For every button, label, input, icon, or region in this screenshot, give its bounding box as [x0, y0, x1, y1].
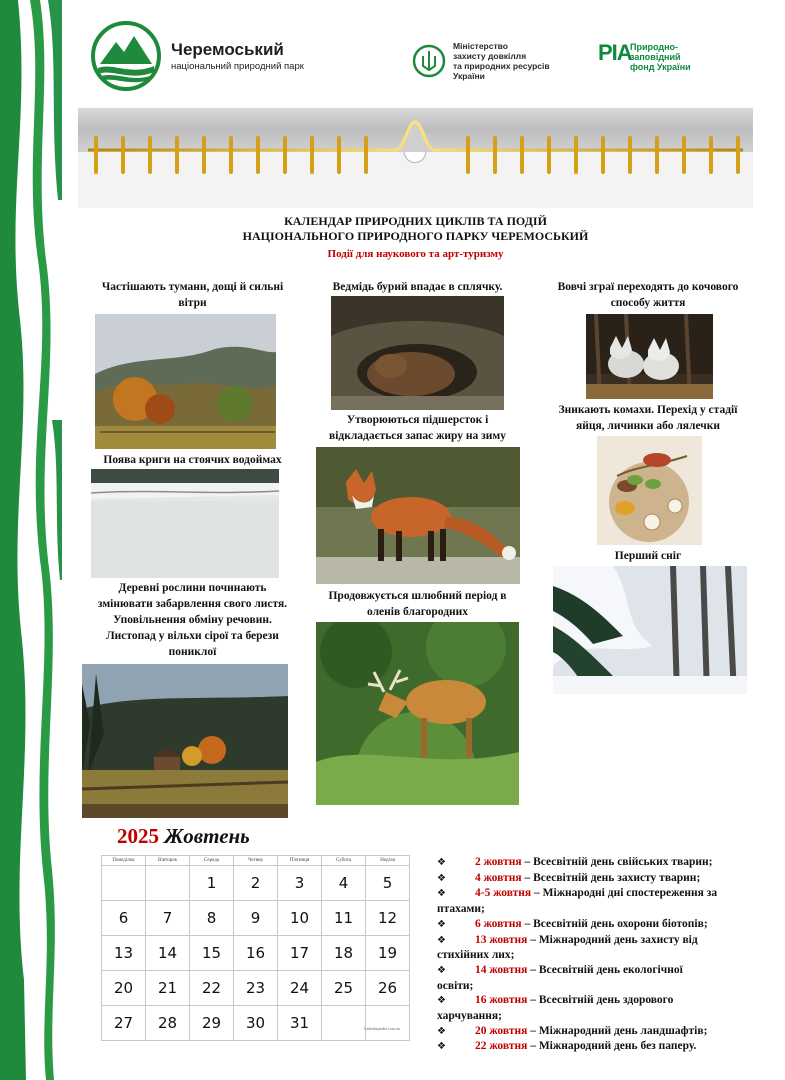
events-list — [437, 855, 767, 1055]
diamond-bullet-icon: ❖ — [437, 888, 446, 900]
park-name: Черемоський — [171, 40, 284, 59]
calendar-month: Жовтень — [164, 824, 250, 848]
calendar-footnote: Calendarpedia.com.ua — [364, 1026, 400, 1031]
park-subtitle: національний природний парк — [171, 61, 304, 72]
event-date: 2 жовтня — [475, 856, 522, 868]
fund-line: Природно- — [630, 42, 679, 52]
calendar-day: 7 — [146, 901, 190, 936]
diamond-bullet-icon: ❖ — [437, 995, 446, 1007]
event-item — [437, 871, 767, 887]
calendar-day: 24 — [278, 971, 322, 1006]
weekday-header: П'ятниця — [278, 856, 322, 866]
caption-wolves — [533, 279, 763, 311]
ministry-line: та природних ресурсів — [453, 61, 550, 71]
caption-line: яйця, личинки або лялечки — [575, 420, 721, 432]
calendar-title — [78, 214, 753, 244]
event-text-cont: птахами; — [437, 903, 485, 916]
park-logo — [90, 20, 162, 92]
photo-bear-den — [331, 296, 504, 410]
caption-line: змінювати забарвлення свого листя. — [97, 598, 288, 610]
calendar-day: 9 — [234, 901, 278, 936]
diamond-bullet-icon: ❖ — [437, 872, 446, 884]
caption-bear: Ведмідь бурий впадає в сплячку. — [332, 281, 503, 293]
event-text-cont: освіти; — [437, 979, 474, 992]
event-text: – Міжнародний день ландшафтів; — [527, 1024, 708, 1037]
event-text: – Всесвітній день екологічної — [527, 963, 683, 976]
event-item — [437, 886, 767, 916]
event-item — [437, 963, 767, 993]
caption-line: оленів благородних — [366, 606, 469, 618]
event-text: – Міжнародний день без паперу. — [527, 1040, 697, 1053]
event-date: 13 жовтня — [475, 933, 528, 946]
photo-foggy-autumn — [95, 314, 276, 449]
calendar-day: 15 — [190, 936, 234, 971]
calendar-day: 30 — [234, 1006, 278, 1041]
caption-line: вітри — [178, 297, 207, 309]
ministry-line: захисту довкілля — [453, 51, 527, 61]
calendar-grid — [101, 855, 410, 1041]
caption-trees — [75, 580, 310, 660]
caption-line: Утворюються підшерсток і — [346, 414, 489, 426]
event-date: 6 жовтня — [475, 917, 522, 930]
calendar-day — [322, 1006, 366, 1041]
calendar-day: 6 — [102, 901, 146, 936]
calendar-subtitle: Події для наукового та арт-туризму — [327, 248, 504, 260]
fund-line: фонд України — [630, 62, 691, 72]
event-date: 16 жовтня — [475, 994, 528, 1007]
event-date: 4-5 жовтня — [475, 887, 532, 900]
calendar-day — [366, 1006, 410, 1041]
fund-name — [630, 42, 691, 72]
photo-first-snow — [553, 566, 747, 694]
caption-deer — [305, 588, 530, 620]
caption-fog — [75, 279, 310, 311]
weekday-header: Середа — [190, 856, 234, 866]
event-text: – Всесвітній день захисту тварин; — [521, 871, 701, 884]
event-date: 4 жовтня — [475, 871, 522, 884]
diamond-bullet-icon: ❖ — [437, 1025, 446, 1037]
event-date: 14 жовтня — [475, 963, 528, 976]
calendar-month-heading — [117, 824, 250, 849]
ministry-emblem — [412, 44, 446, 78]
event-date: 22 жовтня — [475, 1040, 528, 1053]
event-text: – Всесвітній день здорового — [527, 994, 674, 1007]
calendar-day: 22 — [190, 971, 234, 1006]
caption-snow: Перший сніг — [614, 550, 682, 562]
ministry-name — [453, 41, 550, 81]
calendar-day: 20 — [102, 971, 146, 1006]
caption-line: Деревні рослини починають — [118, 582, 267, 594]
calendar-day: 23 — [234, 971, 278, 1006]
calendar-day: 26 — [366, 971, 410, 1006]
event-text: – Всесвітній день охорони біотопів; — [521, 917, 708, 930]
caption-insects — [533, 402, 763, 434]
caption-fat — [305, 412, 530, 444]
calendar-day: 25 — [322, 971, 366, 1006]
caption-line: Уповільнення обміну речовин. — [113, 614, 272, 626]
event-date: 20 жовтня — [475, 1024, 528, 1037]
photo-red-deer — [316, 622, 519, 805]
calendar-day: 19 — [366, 936, 410, 971]
ministry-line: України — [453, 71, 485, 81]
caption-line: Продовжується шлюбний період в — [328, 590, 507, 602]
weekday-header: Вівторок — [146, 856, 190, 866]
diamond-bullet-icon: ❖ — [437, 857, 446, 868]
weekday-header: Понеділок — [102, 856, 146, 866]
calendar-year: 2025 — [117, 824, 159, 848]
event-text-cont: харчування; — [437, 1010, 502, 1023]
event-item — [437, 1024, 767, 1040]
decorative-wave-band — [0, 0, 62, 1080]
calendar-day: 31 — [278, 1006, 322, 1041]
calendar-day: 1 — [190, 866, 234, 901]
title-line-1: КАЛЕНДАР ПРИРОДНИХ ЦИКЛІВ ТА ПОДІЙ — [284, 214, 547, 228]
caption-line: Зникають комахи. Перехід у стадії — [558, 404, 738, 416]
calendar-day: 11 — [322, 901, 366, 936]
caption-line: відкладається запас жиру на зиму — [328, 430, 506, 442]
event-text: – Міжнародний день захисту від — [527, 933, 698, 946]
weekday-header: Субота — [322, 856, 366, 866]
caption-ice: Поява криги на стоячих водоймах — [103, 454, 282, 466]
calendar-day: 27 — [102, 1006, 146, 1041]
calendar-day: 14 — [146, 936, 190, 971]
calendar-day: 16 — [234, 936, 278, 971]
calendar-day — [146, 866, 190, 901]
calendar-day: 4 — [322, 866, 366, 901]
event-item — [437, 917, 767, 933]
photo-red-fox — [316, 447, 520, 584]
title-line-2: НАЦІОНАЛЬНОГО ПРИРОДНОГО ПАРКУ ЧЕРЕМОСЬКИЙ — [242, 229, 589, 243]
event-item — [437, 933, 767, 963]
calendar-day: 5 — [366, 866, 410, 901]
caption-line: Частішають тумани, дощі й сильні — [101, 281, 284, 293]
fund-line: заповідний — [630, 52, 681, 62]
event-item — [437, 1039, 767, 1055]
diamond-bullet-icon: ❖ — [437, 964, 446, 976]
calendar-day: 3 — [278, 866, 322, 901]
calendar-day — [102, 866, 146, 901]
event-item — [437, 993, 767, 1023]
weekday-header: Неділя — [366, 856, 410, 866]
event-text-cont: стихійних лих; — [437, 949, 515, 962]
photo-insect-lifecycle — [597, 436, 702, 545]
event-text: – Міжнародні дні спостереження за — [531, 887, 718, 900]
calendar-day: 12 — [366, 901, 410, 936]
caption-line: пониклої — [168, 646, 217, 658]
diamond-bullet-icon: ❖ — [437, 918, 446, 930]
calendar-day: 28 — [146, 1006, 190, 1041]
event-item — [437, 855, 767, 871]
fund-logo: PIA — [598, 40, 632, 65]
caption-line: Листопад у вільхи сірої та берези — [106, 630, 279, 642]
photo-wolves — [586, 314, 713, 399]
photo-frozen-pond — [91, 469, 279, 578]
calendar-day: 29 — [190, 1006, 234, 1041]
event-text: – Всесвітній день свійських тварин; — [521, 856, 713, 868]
diamond-bullet-icon: ❖ — [437, 934, 446, 946]
calendar-day: 2 — [234, 866, 278, 901]
caption-line: Вовчі зграї переходять до кочового — [557, 281, 739, 293]
calendar-day: 17 — [278, 936, 322, 971]
ministry-line: Міністерство — [453, 41, 508, 51]
calendar-day: 21 — [146, 971, 190, 1006]
calendar-day: 8 — [190, 901, 234, 936]
calendar-binder-bar — [78, 108, 753, 208]
caption-line: способу життя — [610, 297, 686, 309]
calendar-day: 18 — [322, 936, 366, 971]
calendar-day: 13 — [102, 936, 146, 971]
photo-autumn-valley — [82, 664, 288, 818]
diamond-bullet-icon: ❖ — [437, 1041, 446, 1053]
weekday-header: Четвер — [234, 856, 278, 866]
calendar-day: 10 — [278, 901, 322, 936]
